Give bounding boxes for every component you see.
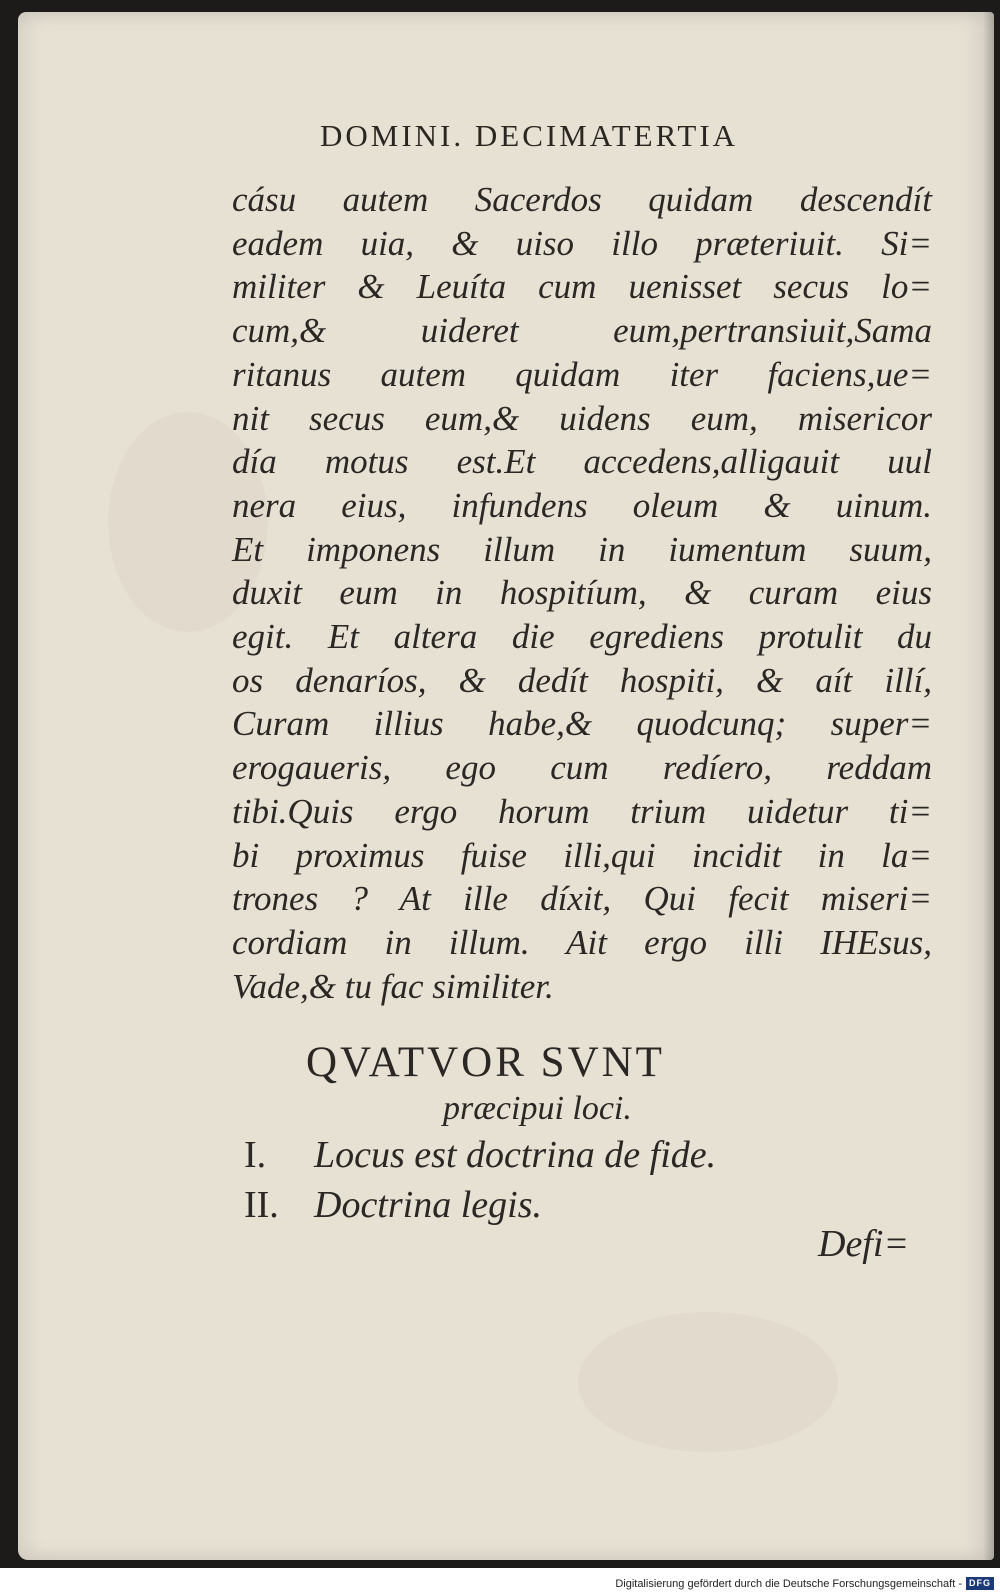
text-line: militer & Leuíta cum uenisset secus lo= xyxy=(232,267,932,307)
footer-bar xyxy=(0,1568,1000,1596)
catchword: Defi= xyxy=(818,1223,910,1265)
locus-text: Locus est doctrina de fide. xyxy=(314,1134,717,1176)
list-item xyxy=(244,1130,716,1180)
text-line: eadem uia, & uiso illo præteriuit. Si= xyxy=(232,223,932,263)
text-line: trones ? At ille díxit, Qui fecit miseri= xyxy=(232,879,932,919)
running-head: DOMINI. DECIMATERTIA xyxy=(320,118,739,153)
text-line: Vade,& tu fac similiter. xyxy=(232,966,554,1006)
text-line: os denaríos, & dedít hospiti, & aít illí, xyxy=(232,660,932,700)
text-line: cordiam in illum. Ait ergo illi IHEsus, xyxy=(232,922,932,962)
locus-number: I. xyxy=(244,1134,267,1176)
dfg-logo: DFG xyxy=(966,1577,994,1590)
text-line: ritanus autem quidam iter faciens,ue= xyxy=(232,354,932,394)
text-line: egit. Et altera die egrediens protulit du xyxy=(232,617,932,657)
section-title: QVATVOR SVNT xyxy=(306,1039,665,1086)
text-line: Curam illius habe,& quodcunq; super= xyxy=(232,704,932,744)
locus-text: Doctrina legis. xyxy=(314,1184,542,1226)
locus-number: II. xyxy=(244,1184,279,1226)
section-subtitle: præcipui loci. xyxy=(443,1090,632,1127)
text-line: cásu autem Sacerdos quidam descendít xyxy=(232,180,932,219)
text-line: día motus est.Et accedens,alligauit uul xyxy=(232,442,932,482)
text-line: nit secus eum,& uidens eum, misericor xyxy=(232,398,932,438)
text-line: cum,& uideret eum,pertransiuit,Sama xyxy=(232,311,932,351)
text-line: Et imponens illum in iumentum suum, xyxy=(232,529,932,569)
body-text xyxy=(232,178,932,1008)
funding-credit: Digitalisierung gefördert durch die Deutsche Forschungsgemeinschaft - xyxy=(615,1578,962,1590)
page-edge-shadow xyxy=(984,12,994,1560)
list-item xyxy=(244,1180,716,1230)
text-line: bi proximus fuise illi,qui incidit in la= xyxy=(232,835,932,875)
paper-stain xyxy=(578,1312,838,1452)
text-line: duxit eum in hospitíum, & curam eius xyxy=(232,573,932,613)
loci-list xyxy=(244,1130,716,1230)
text-line: erogaueris, ego cum redíero, reddam xyxy=(232,748,932,788)
text-line: nera eius, infundens oleum & uinum. xyxy=(232,485,932,525)
text-line: tibi.Quis ergo horum trium uidetur ti= xyxy=(232,791,932,831)
